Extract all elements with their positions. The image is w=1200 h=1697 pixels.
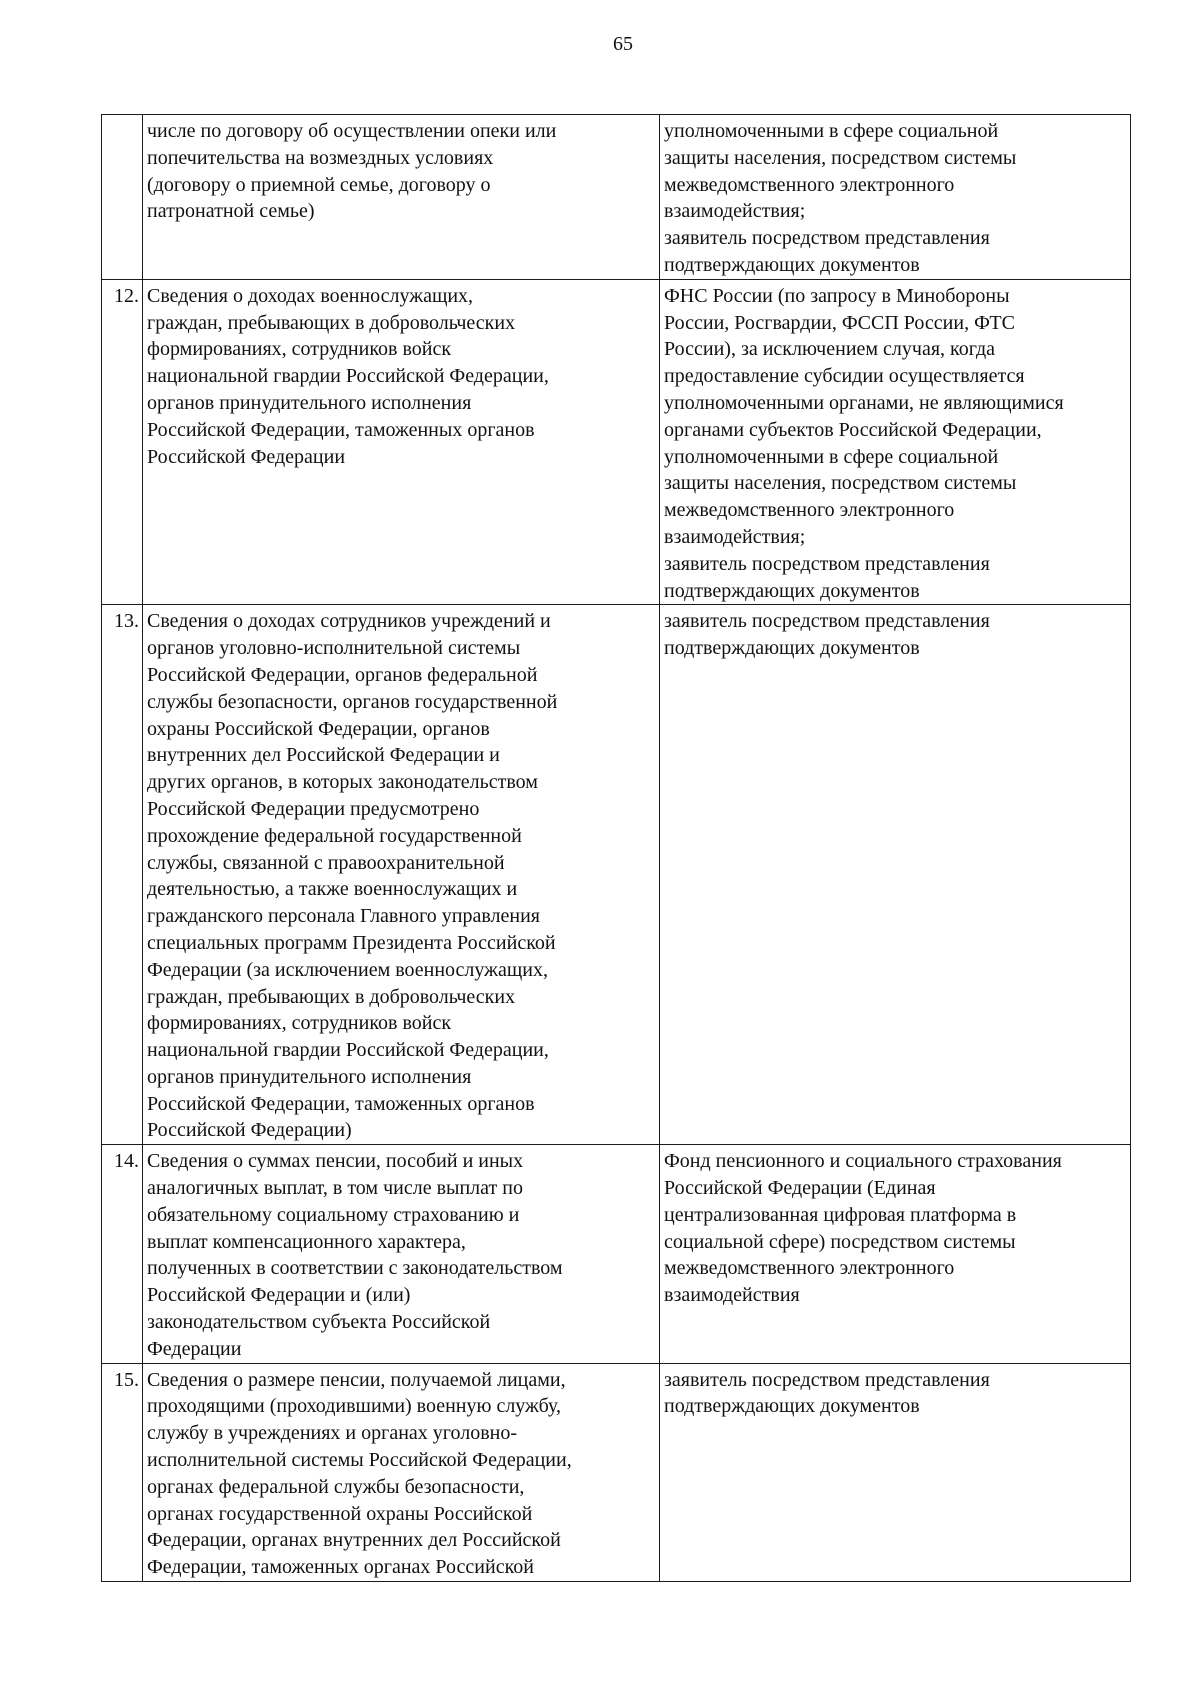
source-text: заявитель посредством представления подтверждающих документов: [664, 1368, 990, 1418]
source-cell: [660, 1145, 1131, 1363]
source-text: Фонд пенсионного и социального страхования Российской Федерации (Единая централизованная цифровая платформа в социальной сфере) посредством системы межведомственного электронного взаимодействия: [664, 1150, 1062, 1307]
information-cell: [143, 1363, 660, 1581]
row-number: 14.: [102, 1145, 143, 1363]
table-row: [102, 605, 1131, 1145]
information-text: Сведения о доходах сотрудников учреждений и органов уголовно-исполнительной системы Российской Федерации, органов федеральной службы безопасности, органов государственной охраны Российской Федерации, органов внутренних дел Российской Федерации и других органов, в которых законодательством Российской Федерации предусмотрено прохождение федеральной государственной службы, связанной с правоохранительной деятельностью, а также военнослужащих и гражданского персонала Главного управления специальных программ Президента Российской Федерации (за исключением военнослужащих, граждан, пребывающих в добровольческих формированиях, сотрудников войск национальной гвардии Российской Федерации, органов принудительного исполнения Российской Федерации, таможенных органов Российской Федерации): [147, 610, 558, 1142]
row-number: 13.: [102, 605, 143, 1145]
information-text: Сведения о размере пенсии, получаемой лицами, проходящими (проходившими) военную службу, службу в учреждениях и органах уголовно- исполнительной системы Российской Федерации, органах федеральной службы безопасности, органах государственной охраны Российской Федерации, органах внутренних дел Российской Федерации, таможенных органах Российской: [147, 1368, 572, 1579]
source-cell: [660, 1363, 1131, 1581]
source-cell: [660, 279, 1131, 605]
information-cell: [143, 279, 660, 605]
table-row: [102, 1363, 1131, 1581]
information-cell: [143, 605, 660, 1145]
row-number: 12.: [102, 279, 143, 605]
information-text: числе по договору об осуществлении опеки или попечительства на возмездных условиях (договору о приемной семье, договору о патронатной семье): [147, 120, 557, 223]
source-cell: [660, 115, 1131, 280]
source-text: ФНС России (по запросу в Минобороны России, Росгвардии, ФССП России, ФТС России), за исключением случая, когда предоставление субсидии осуществляется уполномоченными органами, не являющимися органами субъектов Российской Федерации, уполномоченными в сфере социальной защиты населения, посредством системы межведомственного электронного взаимодействия; заявитель посредством представления подтверждающих документов: [664, 284, 1064, 602]
source-cell: [660, 605, 1131, 1145]
row-number: [102, 115, 143, 280]
table-row: [102, 279, 1131, 605]
information-text: Сведения о суммах пенсии, пособий и иных аналогичных выплат, в том числе выплат по обязательному социальному страхованию и выплат компенсационного характера, полученных в соответствии с законодательством Российской Федерации и (или) законодательством субъекта Российской Федерации: [147, 1150, 563, 1360]
information-text: Сведения о доходах военнослужащих, граждан, пребывающих в добровольческих формированиях, сотрудников войск национальной гвардии Российской Федерации, органов принудительного исполнения Российской Федерации, таможенных органов Российской Федерации: [147, 284, 549, 468]
source-text: уполномоченными в сфере социальной защиты населения, посредством системы межведомственного электронного взаимодействия; заявитель посредством представления подтверждающих документов: [664, 120, 1017, 276]
documents-table: [101, 114, 1131, 1582]
source-text: заявитель посредством представления подтверждающих документов: [664, 610, 990, 660]
table-row: [102, 115, 1131, 280]
information-cell: [143, 115, 660, 280]
table-row: [102, 1145, 1131, 1363]
page-number: 65: [613, 33, 633, 55]
row-number: 15.: [102, 1363, 143, 1581]
information-cell: [143, 1145, 660, 1363]
